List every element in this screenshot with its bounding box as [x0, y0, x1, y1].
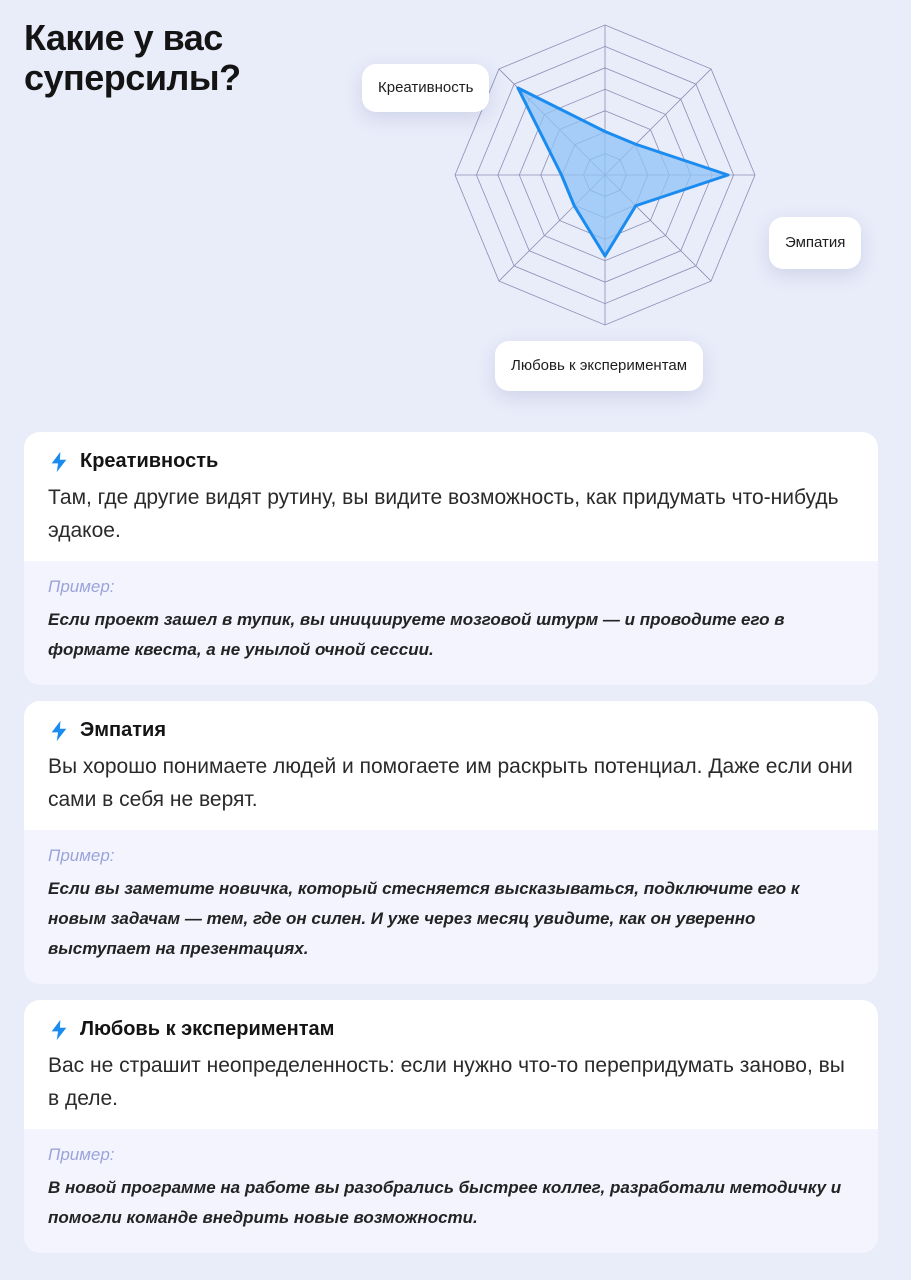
card-title: Любовь к экспериментам — [80, 1018, 335, 1040]
card-description: Там, где другие видят рутину, вы видите возможность, как придумать что-нибудь эдакое. — [48, 486, 839, 542]
lightning-icon — [48, 720, 70, 742]
card-empathy — [24, 701, 878, 984]
card-description: Вас не страшит неопределенность: если нужно что-то перепридумать заново, вы в деле. — [48, 1054, 845, 1110]
radar-label-creativity: Креативность — [362, 64, 489, 112]
card-title: Эмпатия — [80, 719, 166, 741]
card-title: Креативность — [80, 450, 219, 472]
card-description: Вы хорошо понимаете людей и помогаете им раскрыть потенциал. Даже если они сами в себя не верят. — [48, 755, 853, 811]
card-experiments — [24, 1000, 878, 1253]
card-summary — [24, 432, 878, 561]
example-text: Если проект зашел в тупик, вы инициируете мозговой штурм — и проводите его в формате квеста, а не унылой очной сессии. — [48, 610, 785, 659]
card-summary — [24, 701, 878, 830]
card-creativity — [24, 432, 878, 685]
card-example — [24, 830, 878, 978]
page-title: Какие у вас суперсилы? — [24, 17, 241, 98]
radar-label-empathy: Эмпатия — [769, 217, 861, 269]
example-text: В новой программе на работе вы разобрались быстрее коллег, разработали методичку и помогли команде внедрить новые возможности. — [48, 1178, 842, 1227]
radar-chart — [440, 10, 770, 340]
radar-label-experiments: Любовь к экспериментам — [495, 341, 703, 391]
card-summary — [24, 1000, 878, 1129]
card-example — [24, 1129, 878, 1247]
card-example — [24, 561, 878, 679]
example-label: Пример: — [48, 577, 115, 596]
lightning-icon — [48, 451, 70, 473]
example-label: Пример: — [48, 846, 115, 865]
example-text: Если вы заметите новичка, который стесняется высказываться, подключите его к новым задачам — тем, где он силен. И уже через месяц увидите, как он уверенно выступает на презентациях. — [48, 879, 800, 958]
example-label: Пример: — [48, 1145, 115, 1164]
lightning-icon — [48, 1019, 70, 1041]
